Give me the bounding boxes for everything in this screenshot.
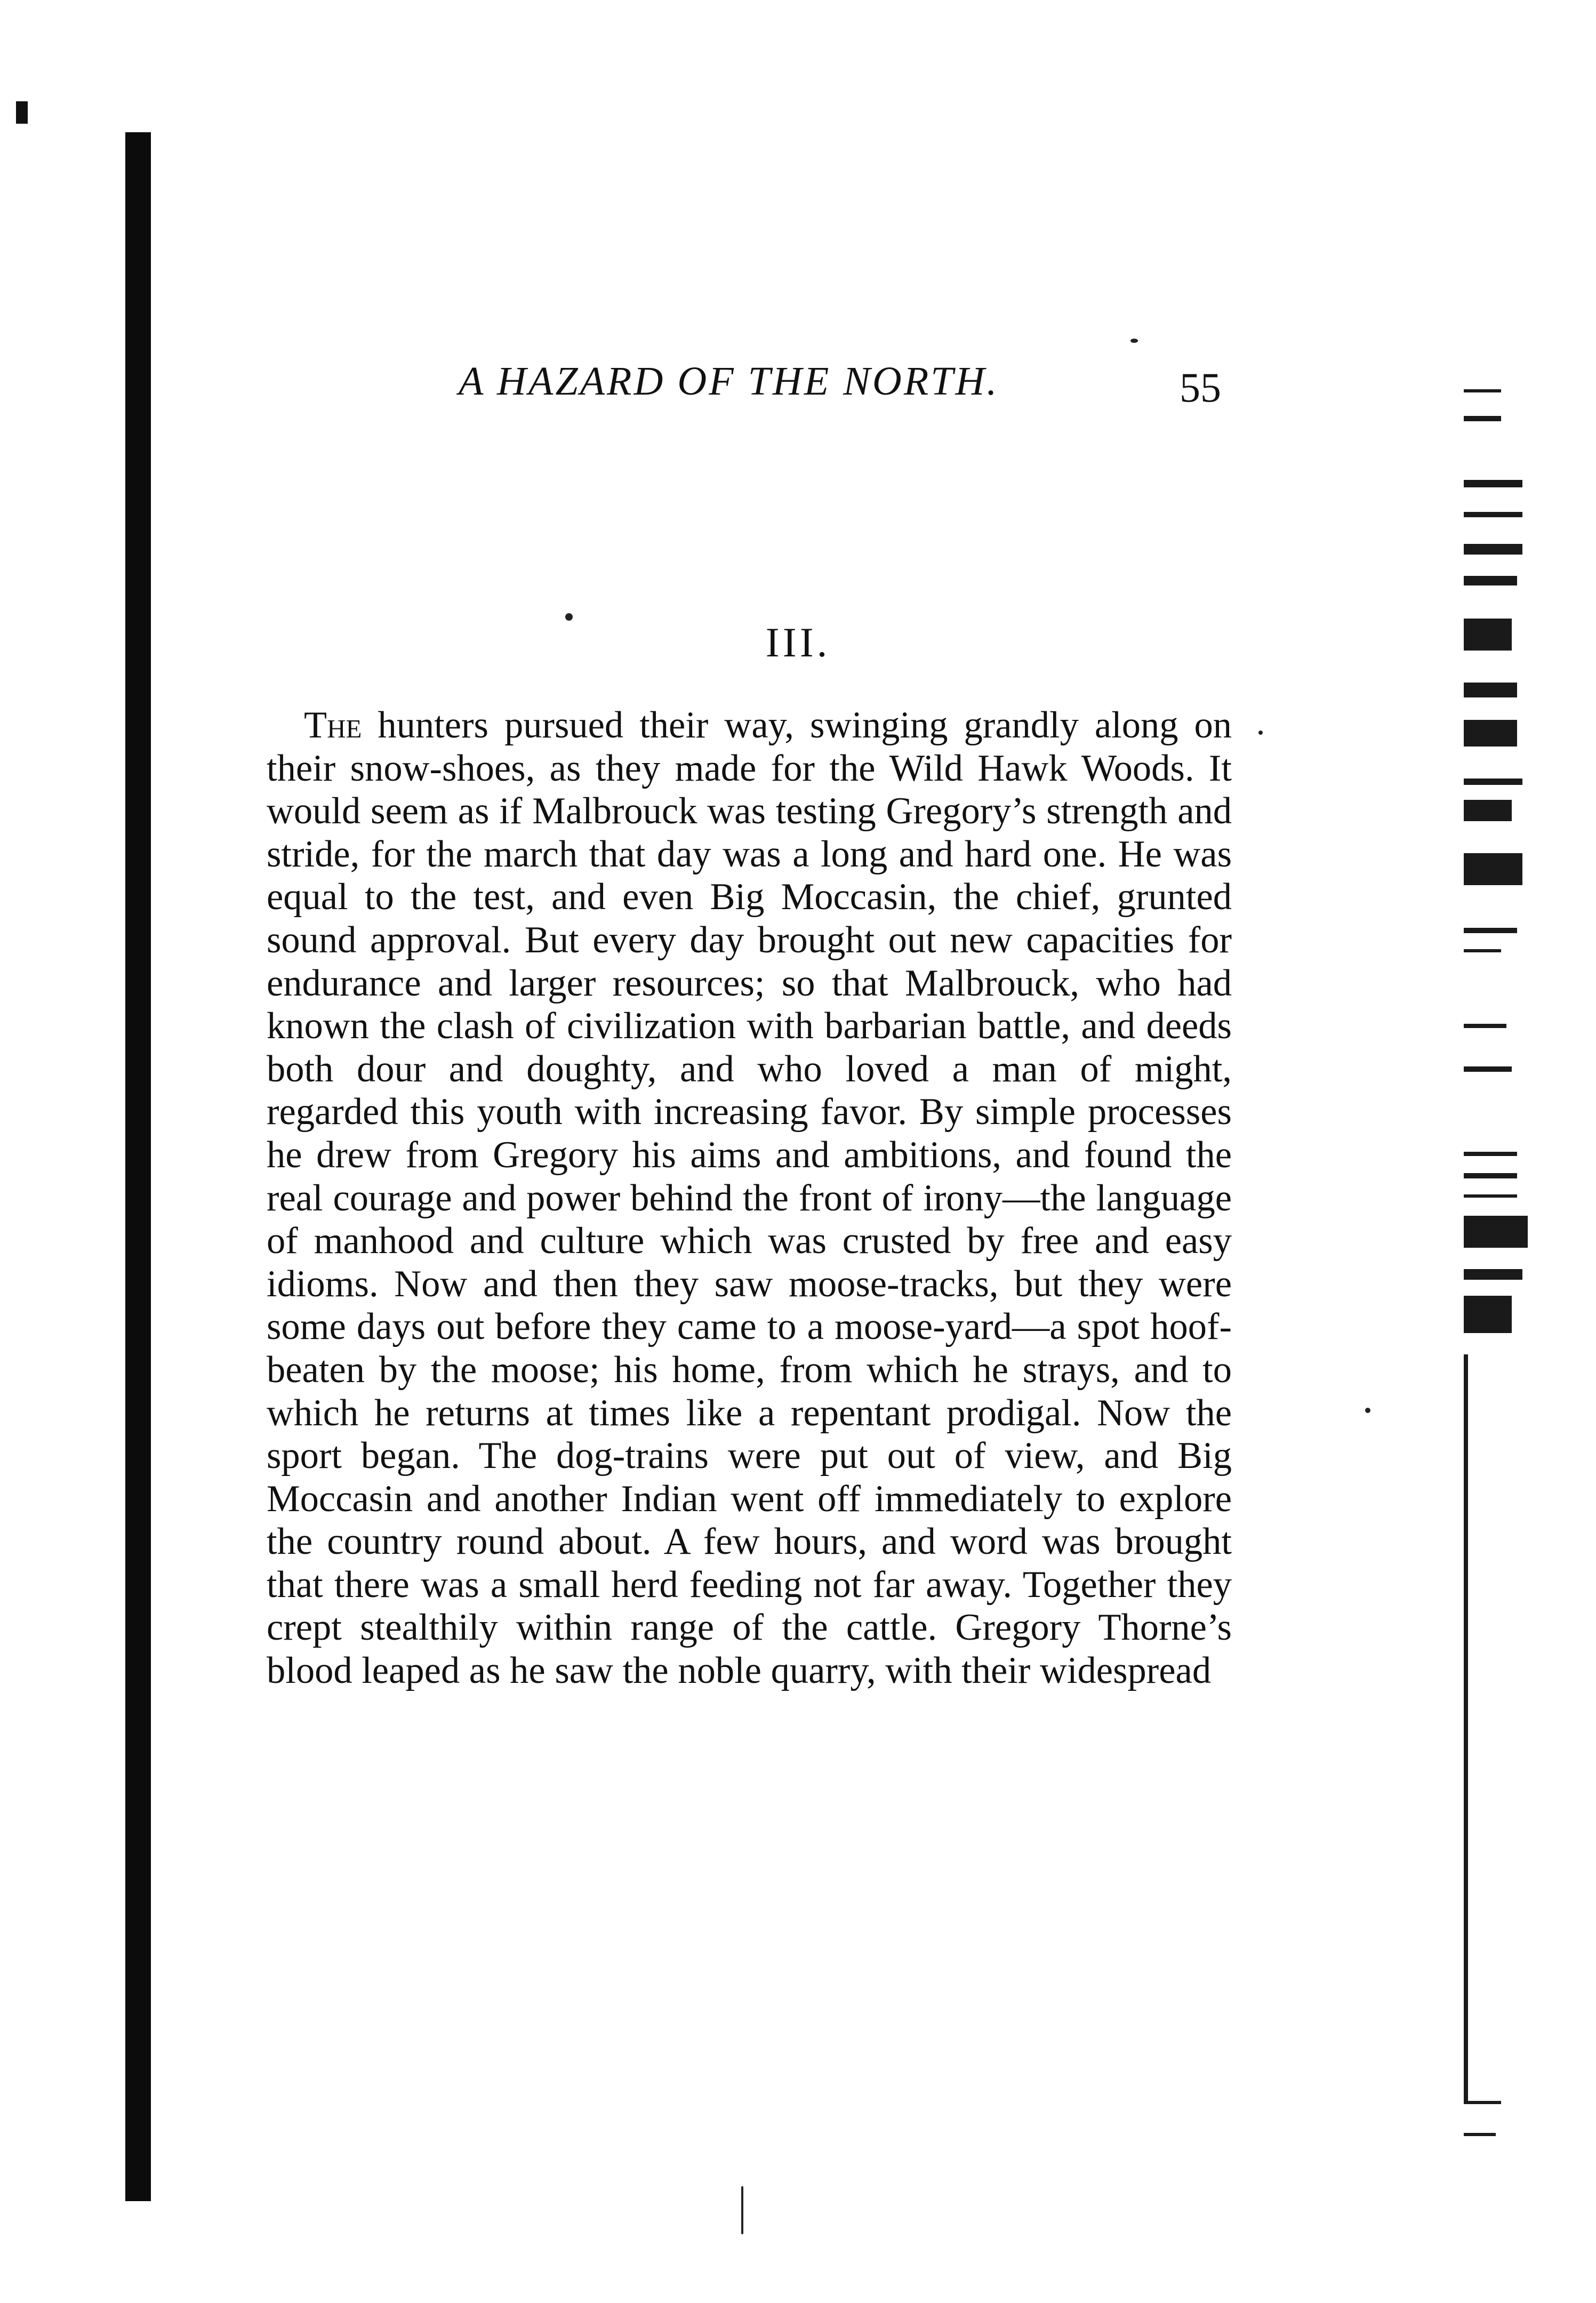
scan-artifact-mark <box>16 101 28 124</box>
ink-speck <box>1258 731 1263 735</box>
running-header <box>267 353 1232 433</box>
running-title: A HAZARD OF THE NORTH. <box>459 359 999 404</box>
ink-speck <box>741 2186 743 2234</box>
ink-speck <box>1365 1408 1370 1413</box>
ink-speck <box>565 613 573 621</box>
paragraph-text: hunters pursued their way, swinging grandly along on their snow-shoes, as they made for the Wild Hawk Woods. It would seem as if Malbrouck was testing Gregory’s strength and stride, for the march that day was a long and hard one. He was equal to the test, and even Big Moccasin, the chief, grunted sound approval. But every day brought out new capacities for endurance and larger resources; so that Malbrouck, who had known the clash of civilization with barbarian battle, and deeds both dour and doughty, and who loved a man of might, regarded this youth with increasing favor. By simple processes he drew from Gregory his aims and ambitions, and found the real courage and power behind the front of irony—the language of manhood and culture which was crusted by free and easy idioms. Now and then they saw moose-tracks, but they were some days out before they came to a moose-yard—a spot hoof-beaten by the moose; his home, from which he strays, and to which he returns at times like a repentant prodigal. Now the sport began. The dog-trains were put out of view, and Big Moccasin and another Indian went off immediately to explore the country round about. A few hours, and word was brought that there was a small herd feeding not far away. Together they crept stealthily within range of the cattle. Gregory Thorne’s blood leaped as he saw the noble quarry, with their widespread <box>267 704 1232 1692</box>
binding-shadow <box>125 132 151 2201</box>
body-paragraph <box>267 704 1232 1692</box>
page-edge-artifacts <box>1442 107 1528 2213</box>
ink-speck <box>1130 339 1138 343</box>
chapter-heading: III. <box>765 619 831 665</box>
lead-word: The <box>304 704 362 746</box>
page-number: 55 <box>1180 364 1221 411</box>
